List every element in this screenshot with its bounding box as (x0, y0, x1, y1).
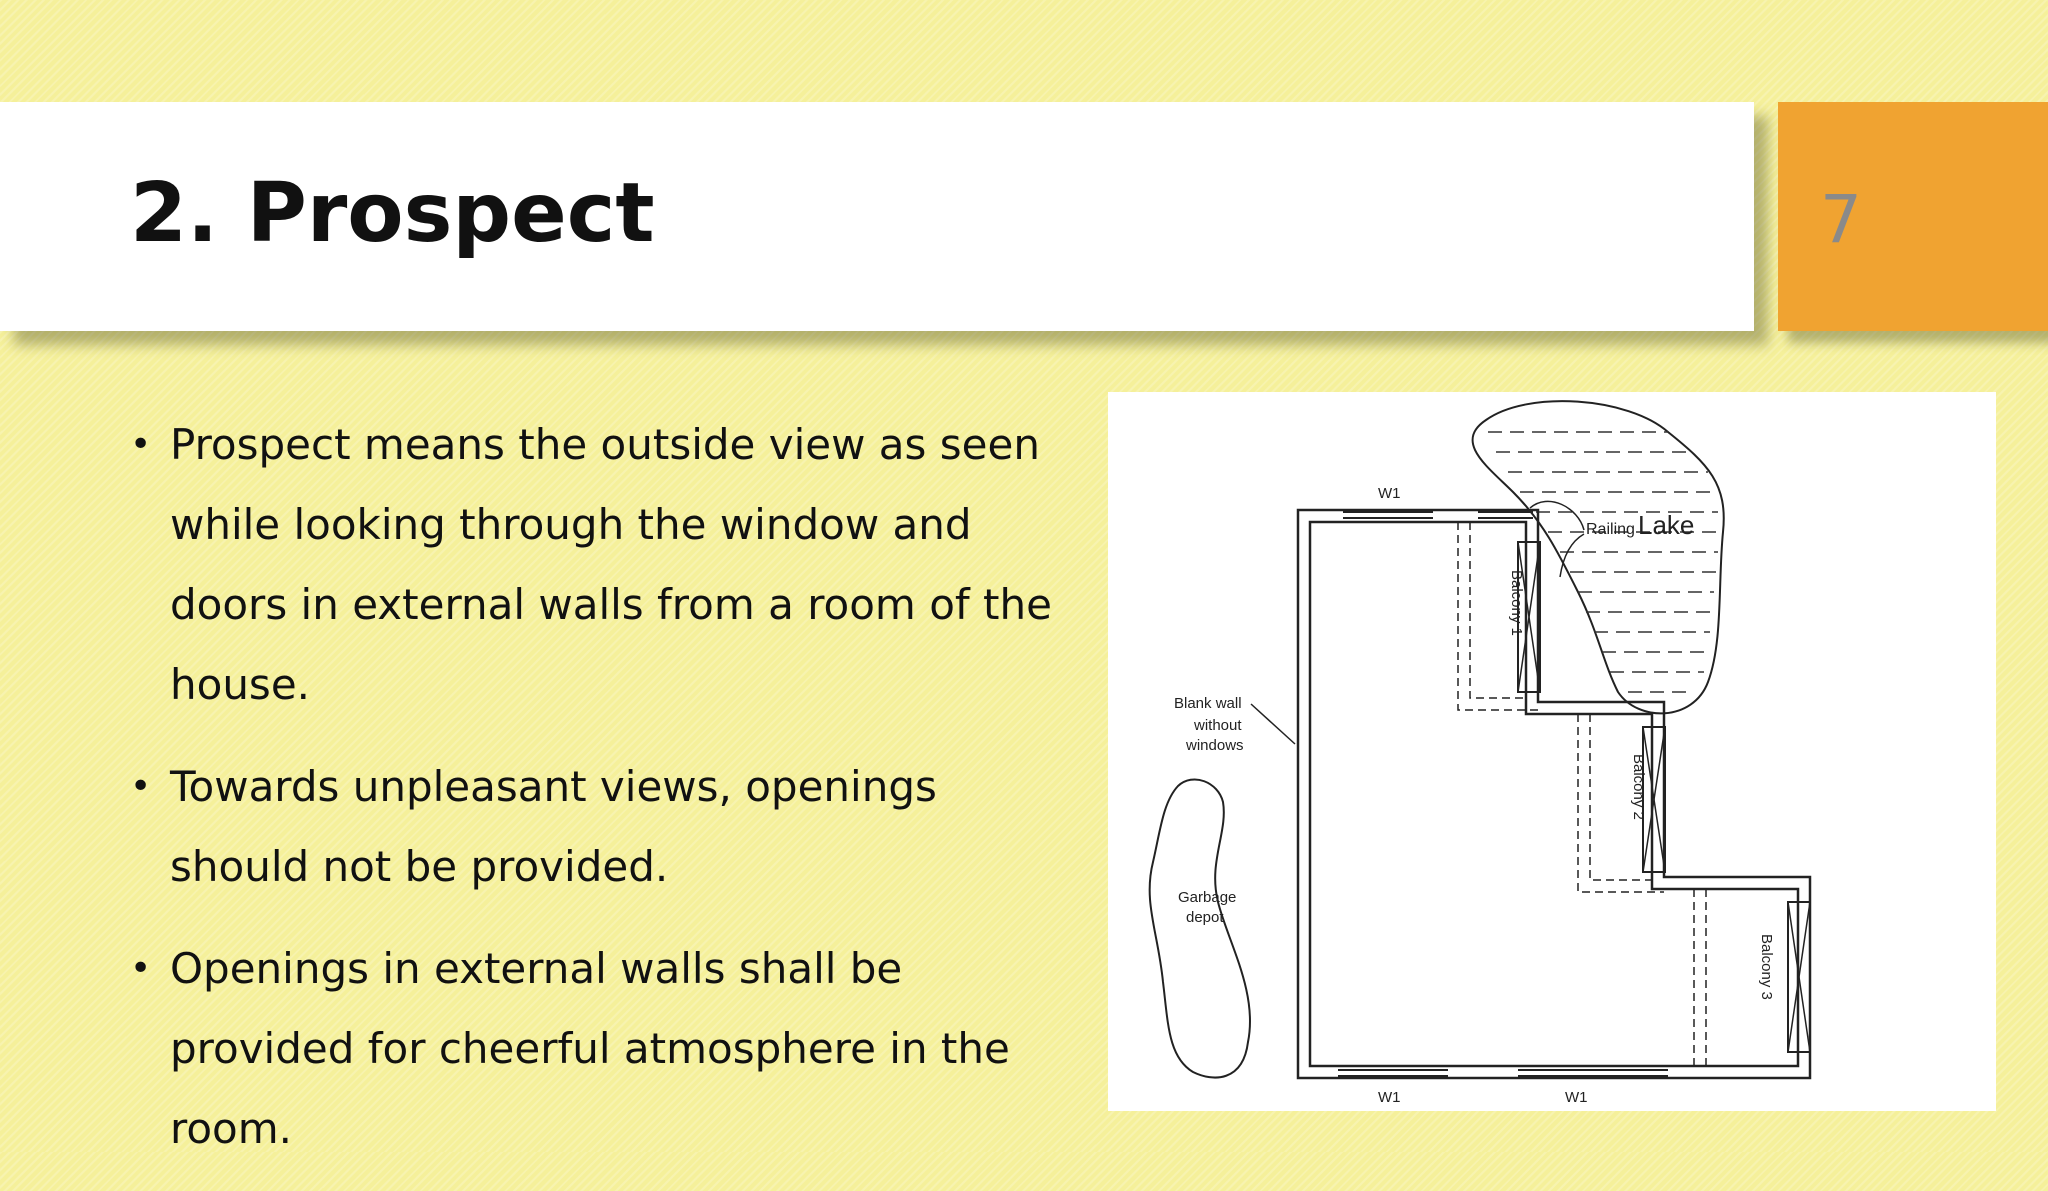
page-number: 7 (1820, 181, 1862, 258)
garbage-depot-outline (1150, 779, 1250, 1077)
bullet-item (130, 929, 1080, 1169)
blank-wall-pointer (1251, 704, 1295, 744)
blank-wall-label-line3: windows (1186, 737, 1244, 754)
blank-wall-label-line1: Blank wall (1174, 695, 1242, 712)
bullet-item (130, 747, 1080, 907)
garbage-label-line1: Garbage (1178, 889, 1237, 906)
bullet-list (130, 405, 1080, 1191)
balcony-1-label: Balcony 1 (1508, 570, 1525, 636)
bullet-text: Prospect means the outside view as seen while looking through the window and doors in external walls from a room of the house. (170, 420, 1052, 709)
bottom-windows (1338, 1070, 1668, 1076)
slide-title: 2. Prospect (130, 166, 655, 261)
balcony-3 (1694, 889, 1810, 1066)
balcony-2-label: Balcony 2 (1630, 754, 1647, 820)
bullet-text: Openings in external walls shall be provided for cheerful atmosphere in the room. (170, 944, 1010, 1153)
window-label-bottom-left: W1 (1378, 1089, 1401, 1106)
bullet-dot-icon: • (130, 766, 152, 807)
blank-wall-label-line2: without (1194, 717, 1242, 734)
lake-outline (1473, 401, 1724, 713)
window-label-top: W1 (1378, 485, 1401, 502)
lake-label: Lake (1638, 510, 1695, 540)
window-label-bottom-right: W1 (1565, 1089, 1588, 1106)
bullet-item (130, 405, 1080, 725)
balcony-3-label: Balcony 3 (1758, 934, 1775, 1000)
balcony-1 (1458, 522, 1540, 710)
floor-plan-figure (1108, 392, 1996, 1111)
garbage-label-line2: depot (1186, 909, 1224, 926)
top-window (1343, 512, 1533, 518)
bullet-dot-icon: • (130, 948, 152, 989)
floor-plan-drawing (1108, 392, 1996, 1111)
bullet-text: Towards unpleasant views, openings should not be provided. (170, 762, 937, 891)
page-number-box (1778, 102, 2048, 331)
building-walls (1298, 510, 1810, 1078)
railing-label: Railing (1586, 521, 1635, 538)
bullet-dot-icon: • (130, 424, 152, 465)
